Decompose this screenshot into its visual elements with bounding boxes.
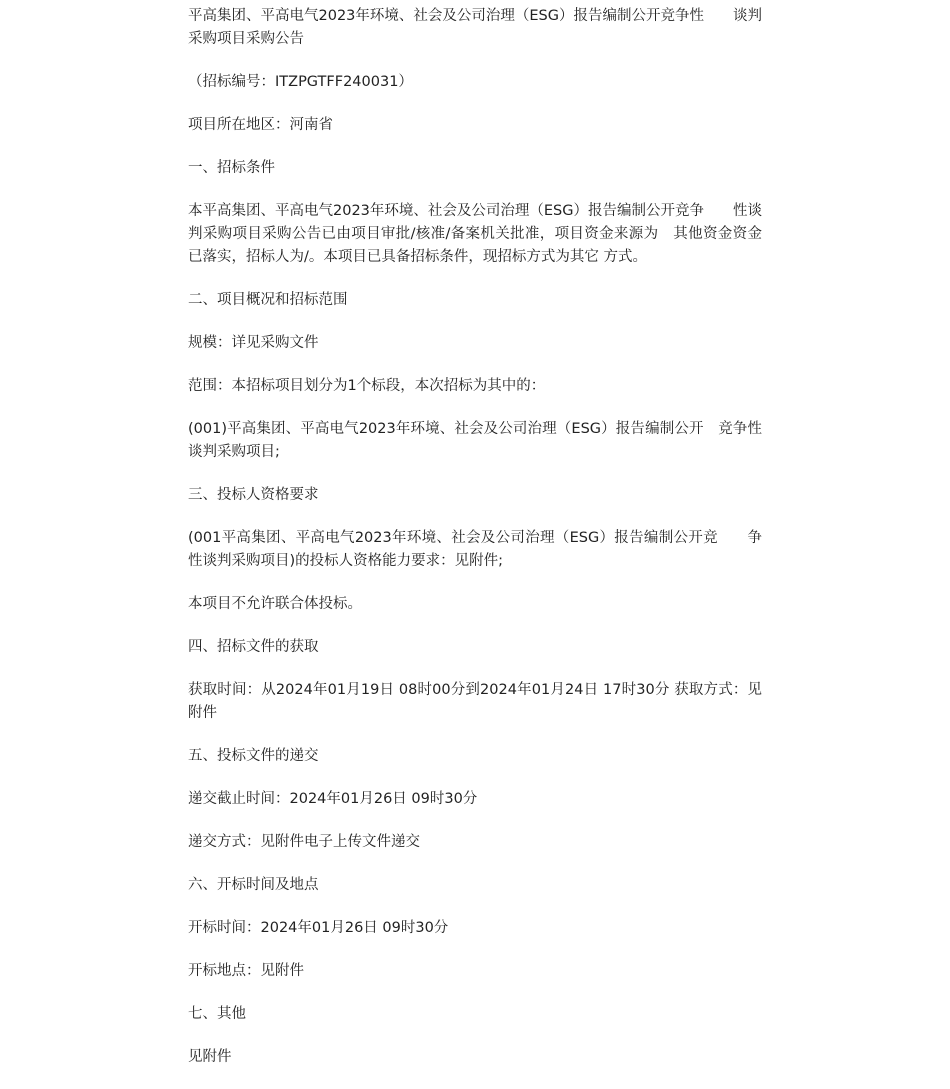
bidding-conditions-text: 本平高集团、平高电气2023年环境、社会及公司治理（ESG）报告编制公开竞争 性谈判采购项目采购公告已由项目审批/核准/备案机关批准，项目资金来源为 其他资金资金已落实，招标人为/。本项目已具备招标条件，现招标方式为其它 方式。 xyxy=(188,203,762,265)
bid-number: （招标编号：ITZPGTFF240031） xyxy=(188,74,413,90)
announcement-title: 平高集团、平高电气2023年环境、社会及公司治理（ESG）报告编制公开竞争性 谈判采购项目采购公告 xyxy=(188,8,762,47)
section-heading-other: 七、其他 xyxy=(188,1006,246,1022)
opening-place: 开标地点：见附件 xyxy=(188,963,304,979)
section-heading-bid-opening: 六、开标时间及地点 xyxy=(188,877,319,893)
other-text: 见附件 xyxy=(188,1049,232,1065)
acquisition-time: 获取时间：从2024年01月19日 08时00分到2024年01月24日 17时30分 获取方式：见附件 xyxy=(188,682,762,721)
section-heading-bidding-conditions: 一、招标条件 xyxy=(188,160,275,176)
section-heading-bidder-qualifications: 三、投标人资格要求 xyxy=(188,487,319,503)
project-region: 项目所在地区：河南省 xyxy=(188,117,333,133)
submission-deadline: 递交截止时间：2024年01月26日 09时30分 xyxy=(188,791,478,807)
consortium-note: 本项目不允许联合体投标。 xyxy=(188,596,362,612)
project-scope: 范围：本招标项目划分为1个标段，本次招标为其中的： xyxy=(188,378,546,394)
qualification-requirements: (001平高集团、平高电气2023年环境、社会及公司治理（ESG）报告编制公开竞 争性谈判采购项目)的投标人资格能力要求：见附件; xyxy=(188,530,762,569)
announcement-document xyxy=(188,5,762,1089)
project-lot: (001)平高集团、平高电气2023年环境、社会及公司治理（ESG）报告编制公开 竞争性谈判采购项目; xyxy=(188,421,762,460)
submission-method: 递交方式：见附件电子上传文件递交 xyxy=(188,834,420,850)
project-scale: 规模：详见采购文件 xyxy=(188,335,319,351)
section-heading-document-acquisition: 四、招标文件的获取 xyxy=(188,639,319,655)
section-heading-project-overview: 二、项目概况和招标范围 xyxy=(188,292,348,308)
section-heading-bid-submission: 五、投标文件的递交 xyxy=(188,748,319,764)
opening-time: 开标时间：2024年01月26日 09时30分 xyxy=(188,920,449,936)
